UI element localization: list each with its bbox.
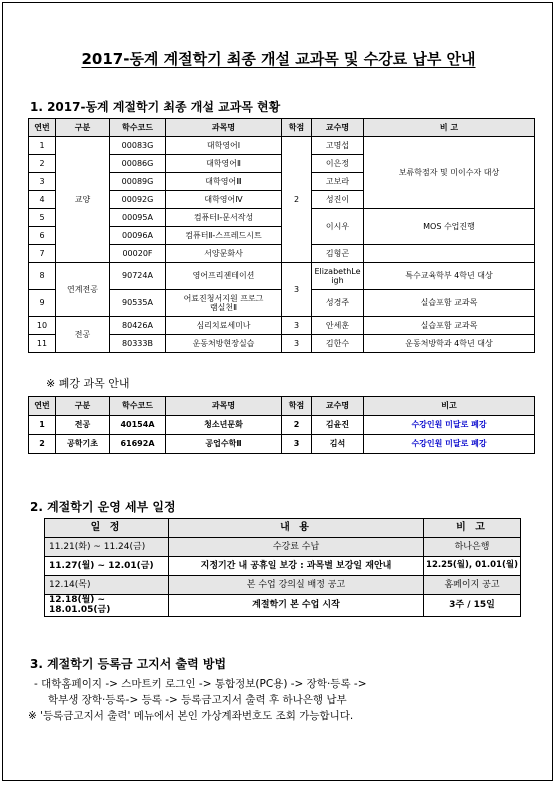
cell-professor: 성경주 [312,290,364,317]
table-row [29,137,535,155]
col-header-content: 내 용 [169,519,424,538]
cell-no: 10 [29,317,56,335]
cell-code: 90535A [110,290,166,317]
table-row [45,595,521,617]
cell-remark: 수강인원 미달로 폐강 [364,416,535,435]
cell-professor: 김형곤 [312,245,364,263]
cell-code: 00086G [110,155,166,173]
cell-course: 컴퓨터Ⅰ-문서작성 [166,209,282,227]
cell-no: 2 [29,435,56,454]
col-header-professor: 교수명 [312,397,364,416]
col-header-no: 연번 [29,119,56,137]
cell-code: 00092G [110,191,166,209]
cell-professor: 김석 [312,435,364,454]
print-instructions [28,676,367,724]
cell-course: 대학영어Ⅳ [166,191,282,209]
col-header-code: 학수코드 [110,119,166,137]
col-header-remark: 비 고 [364,119,535,137]
cell-code: 80333B [110,335,166,353]
cell-code: 00095A [110,209,166,227]
cell-professor: 고명섭 [312,137,364,155]
cell-no: 1 [29,416,56,435]
cell-content: 계절학기 본 수업 시작 [169,595,424,617]
col-header-code: 학수코드 [110,397,166,416]
cell-remark: 하나은행 [424,538,521,557]
table-row [45,557,521,576]
cell-no: 8 [29,263,56,290]
cell-course: 서양문화사 [166,245,282,263]
table-row [29,435,535,454]
cell-professor: 안세훈 [312,317,364,335]
col-header-course: 과목명 [166,119,282,137]
instruction-line-2: 학부생 장학·등록-> 등록 -> 등록금고지서 출력 후 하나은행 납부 [48,694,347,706]
cell-remark: 12.25(월), 01.01(월) [424,557,521,576]
cell-remark: 특수교육학부 4학년 대상 [364,263,535,290]
cell-code: 40154A [110,416,166,435]
cell-professor: ElizabethLeigh [312,263,364,290]
cell-no: 3 [29,173,56,191]
cell-credit: 3 [282,435,312,454]
closed-courses-table [28,396,535,454]
col-header-remark: 비고 [364,397,535,416]
table-row [29,416,535,435]
cell-credit: 3 [282,263,312,317]
table-row [45,576,521,595]
cell-date: 11.21(화) ~ 11.24(금) [45,538,169,557]
cell-date: 12.18(월) ~ 18.01.05(금) [45,595,169,617]
cell-professor: 고보라 [312,173,364,191]
cell-course: 어료진청서지원 프로그램실천Ⅱ [166,290,282,317]
cell-course: 공업수학Ⅱ [166,435,282,454]
cell-course: 컴퓨터Ⅱ-스프레드시트 [166,227,282,245]
cell-course: 대학영어Ⅲ [166,173,282,191]
cell-professor: 김윤진 [312,416,364,435]
cell-professor: 성진이 [312,191,364,209]
cell-code: 00020F [110,245,166,263]
cell-no: 9 [29,290,56,317]
cell-code: 00096A [110,227,166,245]
table-row [45,538,521,557]
cell-credit: 3 [282,317,312,335]
cell-no: 4 [29,191,56,209]
cell-code: 90724A [110,263,166,290]
closed-heading: ※ 폐강 과목 안내 [46,377,130,390]
cell-course: 대학영어Ⅰ [166,137,282,155]
cell-remark: 실습포함 교과목 [364,290,535,317]
cell-credit: 2 [282,416,312,435]
cell-no: 5 [29,209,56,227]
courses-table [28,118,535,353]
col-header-credit: 학점 [282,119,312,137]
cell-content: 지정기간 내 공휴일 보강 : 과목별 보강일 재안내 [169,557,424,576]
cell-remark: 수강인원 미달로 폐강 [364,435,535,454]
cell-course: 영어프리젠테이션 [166,263,282,290]
cell-professor: 이시우 [312,209,364,245]
table-row [29,263,535,290]
cell-remark: 3주 / 15일 [424,595,521,617]
col-header-category: 구분 [56,397,110,416]
cell-professor: 김한수 [312,335,364,353]
cell-content: 수강료 수납 [169,538,424,557]
cell-remark [364,245,535,263]
cell-date: 12.14(목) [45,576,169,595]
cell-professor: 이은정 [312,155,364,173]
cell-course: 심리치료세미나 [166,317,282,335]
col-header-credit: 학점 [282,397,312,416]
cell-remark: MOS 수업진행 [364,209,535,245]
cell-course: 운동처방현장실습 [166,335,282,353]
col-header-remark: 비 고 [424,519,521,538]
cell-category: 전공 [56,416,110,435]
cell-course: 대학영어Ⅱ [166,155,282,173]
col-header-schedule: 일 정 [45,519,169,538]
cell-no: 2 [29,155,56,173]
section2-heading: 2. 계절학기 운영 세부 일정 [30,500,176,514]
cell-category: 연계전공 [56,263,110,317]
col-header-category: 구분 [56,119,110,137]
cell-date: 11.27(월) ~ 12.01(금) [45,557,169,576]
cell-code: 80426A [110,317,166,335]
cell-credit: 3 [282,335,312,353]
cell-category: 공학기초 [56,435,110,454]
cell-remark: 홈페이지 공고 [424,576,521,595]
cell-code: 61692A [110,435,166,454]
schedule-table [44,518,521,617]
cell-category: 전공 [56,317,110,353]
instruction-line-1: - 대학홈페이지 -> 스마트키 로그인 -> 통합정보(PC용) -> 장학·등록 -> [34,678,367,690]
cell-course: 청소년문화 [166,416,282,435]
col-header-no: 연번 [29,397,56,416]
col-header-course: 과목명 [166,397,282,416]
cell-no: 7 [29,245,56,263]
cell-no: 1 [29,137,56,155]
cell-credit: 2 [282,137,312,263]
cell-code: 00083G [110,137,166,155]
cell-category: 교양 [56,137,110,263]
section1-heading: 1. 2017-동계 계절학기 최종 개설 교과목 현황 [30,100,281,114]
cell-code: 00089G [110,173,166,191]
page-title: 2017-동계 계절학기 최종 개설 교과목 및 수강료 납부 안내 [81,50,476,68]
cell-content: 본 수업 강의실 배정 공고 [169,576,424,595]
cell-no: 11 [29,335,56,353]
cell-remark: 실습포함 교과목 [364,317,535,335]
cell-no: 6 [29,227,56,245]
col-header-professor: 교수명 [312,119,364,137]
cell-remark: 운동처방학과 4학년 대상 [364,335,535,353]
table-row [29,317,535,335]
cell-remark: 보류학점자 및 미이수자 대상 [364,137,535,209]
instruction-note: ※ '등록금고지서 출력' 메뉴에서 본인 가상계좌번호도 조회 가능합니다. [28,710,354,722]
section3-heading: 3. 계절학기 등록금 고지서 출력 방법 [30,657,227,671]
